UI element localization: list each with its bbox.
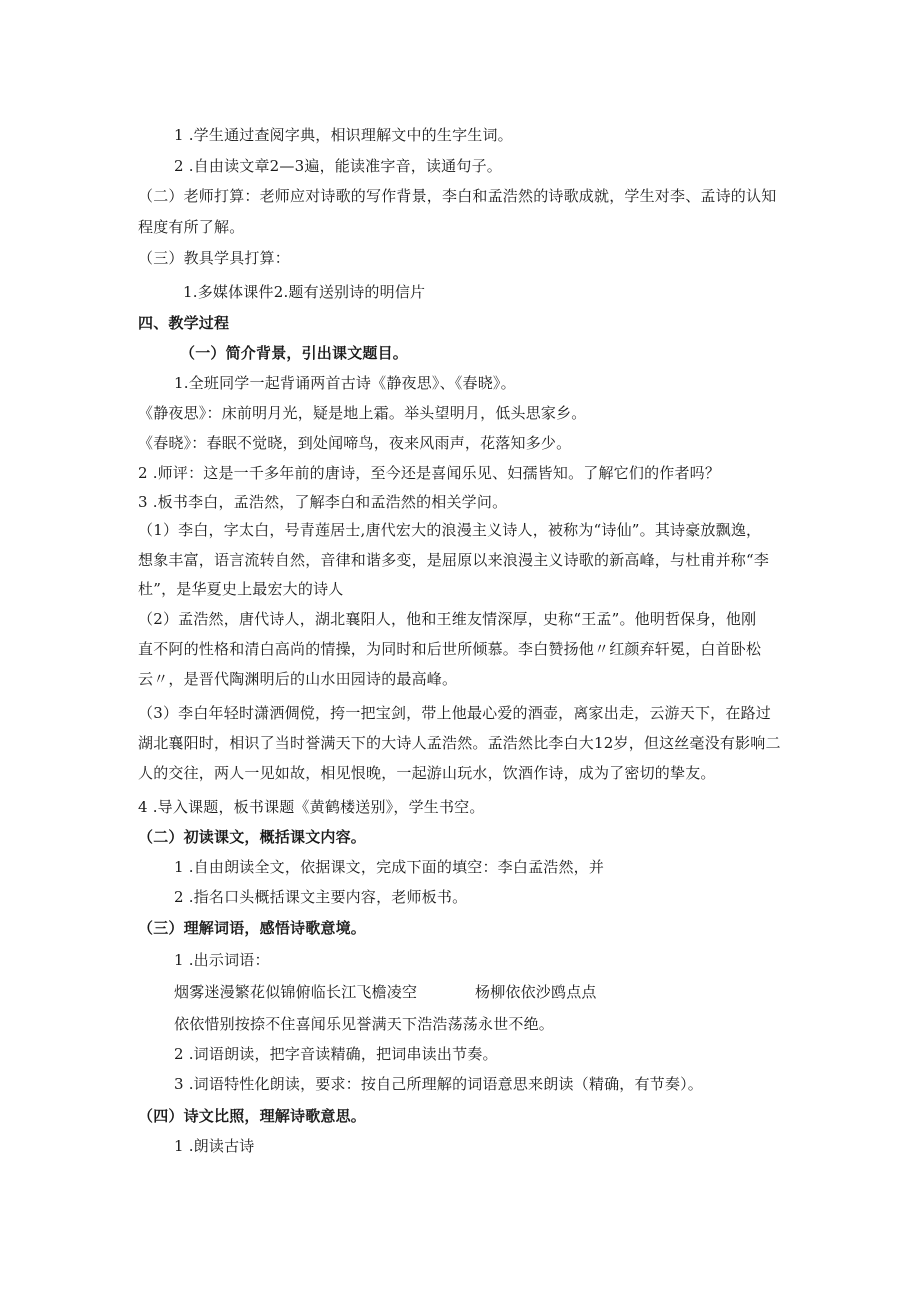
menghaoran-bio-line-3: 云〃，是晋代陶渊明后的山水田园诗的最高峰。 <box>138 670 458 688</box>
prep-item-1: 1 .学生通过查阅字典，相识理解文中的生字生词。 <box>174 126 513 144</box>
step-3-heading: （三）理解词语，感悟诗歌意境。 <box>138 919 367 937</box>
step-1-item-4: 4 .导入课题，板书课题《黄鹤楼送别》，学生书空。 <box>138 798 485 816</box>
libai-bio-line-1: （1）李白，字太白，号青莲居士,唐代宏大的浪漫主义诗人，被称为“诗仙”。其诗豪放飘逸， <box>138 521 762 539</box>
friendship-line-3: 人的交往，两人一见如故，相见恨晚，一起游山玩水，饮酒作诗，成为了密切的挚友。 <box>138 764 716 782</box>
teacher-prep-line-2: 程度有所了解。 <box>138 218 245 236</box>
word-list-1: 烟雾迷漫繁花似锦俯临长江飞檐凌空 <box>174 983 418 1001</box>
step-2-item-2: 2 .指名口头概括课文主要内容，老师板书。 <box>174 888 468 906</box>
menghaoran-bio-line-2: 直不阿的性格和清白高尚的情操，为同时和后世所倾慕。李白赞扬他〃红颜弃轩冕，白首卧松 <box>138 640 762 658</box>
tools-items: 1.多媒体课件2.题有送别诗的明信片 <box>183 283 426 301</box>
poem-chunxiao: 《春晓》：春眠不觉晓，到处闻啼鸟，夜来风雨声，花落知多少。 <box>138 434 572 452</box>
step-1-item-3: 3 .板书李白，孟浩然，了解李白和孟浩然的相关学问。 <box>138 493 508 511</box>
step-1-item-2: 2 .师评：这是一千多年前的唐诗，至今还是喜闻乐见、妇孺皆知。了解它们的作者吗？ <box>138 464 721 482</box>
step-1-item-1: 1.全班同学一起背诵两首古诗《静夜思》、《春晓》。 <box>174 374 516 392</box>
section-4-heading: 四、教学过程 <box>138 314 230 332</box>
step-3-item-3: 3 .词语特性化朗读，要求：按自己所理解的词语意思来朗读（精确，有节奏）。 <box>174 1075 703 1093</box>
poem-jingyesi: 《静夜思》：床前明月光，疑是地上霜。举头望明月，低头思家乡。 <box>138 404 587 422</box>
menghaoran-bio-line-1: （2）孟浩然，唐代诗人，湖北襄阳人，他和王维友情深厚，史称“王孟”。他明哲保身，他刚 <box>138 610 757 628</box>
libai-bio-line-3: 杜”，是华夏史上最宏大的诗人 <box>138 580 344 598</box>
word-list-2: 杨柳依依沙鸥点点 <box>475 983 597 1001</box>
step-2-item-1: 1 .自由朗读全文，依据课文，完成下面的填空：李白孟浩然，并 <box>174 858 605 876</box>
step-4-item-1: 1 .朗读古诗 <box>174 1137 255 1155</box>
step-4-heading: （四）诗文比照，理解诗歌意思。 <box>138 1107 367 1125</box>
word-list-3: 依依惜别按捺不住喜闻乐见誉满天下浩浩荡荡永世不绝。 <box>174 1015 555 1033</box>
step-1-heading: （一）简介背景，引出课文题目。 <box>180 344 409 362</box>
step-3-item-1: 1 .出示词语： <box>174 951 270 969</box>
libai-bio-line-2: 想象丰富，语言流转自然，音律和谐多变，是屈原以来浪漫主义诗歌的新高峰，与杜甫并称“李 <box>138 551 770 569</box>
friendship-line-1: （3）李白年轻时潇洒倜傥，挎一把宝剑，带上他最心爱的酒壶，离家出走，云游天下，在路过 <box>138 704 771 722</box>
prep-item-2: 2 .自由读文章2—3遍，能读准字音，读通句子。 <box>174 157 502 175</box>
tools-heading: （三）教具学具打算： <box>138 249 291 267</box>
step-2-heading: （二）初读课文，概括课文内容。 <box>138 828 367 846</box>
friendship-line-2: 湖北襄阳时，相识了当时誉满天下的大诗人孟浩然。孟浩然比李白大12岁，但这丝毫没有影响二 <box>138 734 781 752</box>
step-3-item-2: 2 .词语朗读，把字音读精确，把词串读出节奏。 <box>174 1045 498 1063</box>
teacher-prep-line-1: （二）老师打算：老师应对诗歌的写作背景，李白和孟浩然的诗歌成就，学生对李、孟诗的认知 <box>138 187 777 205</box>
